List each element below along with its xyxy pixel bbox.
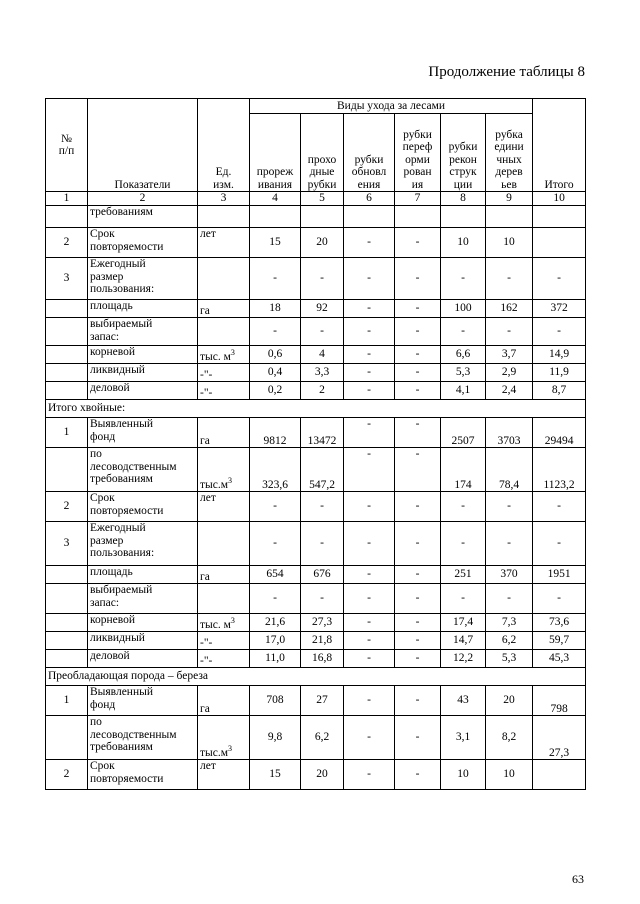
value-cell: - bbox=[344, 318, 395, 346]
table-row bbox=[46, 760, 586, 790]
row-unit: га bbox=[198, 566, 250, 584]
value-cell bbox=[441, 206, 486, 228]
row-unit bbox=[198, 522, 250, 566]
row-unit: га bbox=[198, 300, 250, 318]
value-cell: - bbox=[344, 346, 395, 364]
row-number bbox=[46, 584, 88, 614]
row-number bbox=[46, 650, 88, 668]
total-cell: - bbox=[533, 492, 586, 522]
value-cell: 14,7 bbox=[441, 632, 486, 650]
header-unit: Ед. изм. bbox=[198, 99, 250, 192]
row-label: по лесоводственным требованиям bbox=[88, 448, 198, 492]
row-number bbox=[46, 318, 88, 346]
row-number: 2 bbox=[46, 228, 88, 258]
value-cell: - bbox=[395, 760, 441, 790]
row-unit: га bbox=[198, 686, 250, 716]
row-unit bbox=[198, 258, 250, 300]
value-cell: 16,8 bbox=[301, 650, 344, 668]
value-cell: 20 bbox=[486, 686, 533, 716]
value-cell: 370 bbox=[486, 566, 533, 584]
row-number bbox=[46, 346, 88, 364]
unit-superscript: 3 bbox=[230, 615, 235, 625]
value-cell: 4 bbox=[301, 346, 344, 364]
section-title: Итого хвойные: bbox=[46, 400, 586, 418]
row-number bbox=[46, 206, 88, 228]
row-label: корневой bbox=[88, 346, 198, 364]
value-cell: 0,6 bbox=[250, 346, 301, 364]
continuation-title: Продолжение таблицы 8 bbox=[428, 64, 585, 80]
value-cell: 8,2 bbox=[486, 716, 533, 760]
value-cell: 654 bbox=[250, 566, 301, 584]
header-total: Итого bbox=[533, 99, 586, 192]
value-cell: 2,9 bbox=[486, 364, 533, 382]
value-cell: 10 bbox=[486, 760, 533, 790]
value-cell: - bbox=[344, 584, 395, 614]
header-col-5: рубки рекон струк ции bbox=[441, 114, 486, 192]
col-number-4: 4 bbox=[250, 192, 301, 206]
total-cell: 59,7 bbox=[533, 632, 586, 650]
table-row bbox=[46, 382, 586, 400]
value-cell: - bbox=[486, 258, 533, 300]
row-unit: тыс. $м^3$ bbox=[198, 346, 250, 364]
value-cell: 3,3 bbox=[301, 364, 344, 382]
row-number bbox=[46, 300, 88, 318]
row-unit: -"- bbox=[198, 650, 250, 668]
page-number: 63 bbox=[572, 872, 584, 886]
value-cell: 323,6 bbox=[250, 448, 301, 492]
value-cell: 21,6 bbox=[250, 614, 301, 632]
row-label: Выявленный фонд bbox=[88, 686, 198, 716]
value-cell: 3,7 bbox=[486, 346, 533, 364]
row-unit: лет bbox=[198, 492, 250, 522]
row-label: корневой bbox=[88, 614, 198, 632]
row-label: по лесоводственным требованиям bbox=[88, 716, 198, 760]
value-cell: - bbox=[344, 258, 395, 300]
value-cell: 676 bbox=[301, 566, 344, 584]
value-cell: - bbox=[486, 492, 533, 522]
value-cell: 20 bbox=[301, 228, 344, 258]
table-row bbox=[46, 584, 586, 614]
table-row bbox=[46, 228, 586, 258]
row-label: выбираемый запас: bbox=[88, 318, 198, 346]
total-cell: 1951 bbox=[533, 566, 586, 584]
total-cell: 29494 bbox=[533, 418, 586, 448]
row-unit: -"- bbox=[198, 382, 250, 400]
value-cell bbox=[395, 206, 441, 228]
table-row bbox=[46, 566, 586, 584]
value-cell: - bbox=[344, 614, 395, 632]
table-row bbox=[46, 632, 586, 650]
unit-superscript: 3 bbox=[228, 743, 233, 753]
value-cell: 10 bbox=[441, 228, 486, 258]
row-label: Ежегодный размер пользования: bbox=[88, 258, 198, 300]
value-cell bbox=[250, 206, 301, 228]
value-cell: 10 bbox=[441, 760, 486, 790]
value-cell: 17,4 bbox=[441, 614, 486, 632]
value-cell: - bbox=[344, 650, 395, 668]
header-col-4: рубки переф орми рован ия bbox=[395, 114, 441, 192]
value-cell: - bbox=[250, 318, 301, 346]
value-cell bbox=[486, 206, 533, 228]
value-cell: - bbox=[395, 448, 441, 492]
value-cell: - bbox=[344, 686, 395, 716]
value-cell: - bbox=[441, 492, 486, 522]
value-cell: - bbox=[441, 522, 486, 566]
row-unit: га bbox=[198, 418, 250, 448]
value-cell: - bbox=[395, 346, 441, 364]
total-cell: 27,3 bbox=[533, 716, 586, 760]
value-cell: 5,3 bbox=[486, 650, 533, 668]
col-number-6: 6 bbox=[344, 192, 395, 206]
value-cell: - bbox=[301, 258, 344, 300]
value-cell: - bbox=[395, 632, 441, 650]
unit-superscript: 3 bbox=[228, 475, 233, 485]
row-unit: лет bbox=[198, 760, 250, 790]
header-group: Виды ухода за лесами bbox=[250, 99, 533, 114]
total-cell bbox=[533, 760, 586, 790]
row-unit: лет bbox=[198, 228, 250, 258]
table-row bbox=[46, 364, 586, 382]
unit-superscript: 3 bbox=[230, 347, 235, 357]
value-cell: 0,2 bbox=[250, 382, 301, 400]
row-unit bbox=[198, 206, 250, 228]
value-cell: 2,4 bbox=[486, 382, 533, 400]
value-cell: - bbox=[486, 584, 533, 614]
table-row bbox=[46, 614, 586, 632]
value-cell: - bbox=[301, 318, 344, 346]
col-number-8: 8 bbox=[441, 192, 486, 206]
table-row bbox=[46, 318, 586, 346]
value-cell: - bbox=[395, 686, 441, 716]
row-number: 1 bbox=[46, 686, 88, 716]
table-row bbox=[46, 492, 586, 522]
value-cell: - bbox=[250, 522, 301, 566]
value-cell: 21,8 bbox=[301, 632, 344, 650]
table-row bbox=[46, 522, 586, 566]
value-cell: - bbox=[441, 584, 486, 614]
row-label: ликвидный bbox=[88, 632, 198, 650]
row-number bbox=[46, 632, 88, 650]
row-unit: $тыс.м^3$ bbox=[198, 448, 250, 492]
row-unit: $тыс.м^3$ bbox=[198, 716, 250, 760]
row-label: Ежегодный размер пользования: bbox=[88, 522, 198, 566]
row-label: ликвидный bbox=[88, 364, 198, 382]
total-cell: 798 bbox=[533, 686, 586, 716]
table-row bbox=[46, 300, 586, 318]
header-indicator: Показатели bbox=[88, 99, 198, 192]
row-unit: -"- bbox=[198, 364, 250, 382]
value-cell: 547,2 bbox=[301, 448, 344, 492]
header-no: № п/п bbox=[46, 99, 88, 192]
value-cell: - bbox=[395, 584, 441, 614]
value-cell: 78,4 bbox=[486, 448, 533, 492]
row-label: выбираемый запас: bbox=[88, 584, 198, 614]
value-cell: 92 bbox=[301, 300, 344, 318]
value-cell: 6,2 bbox=[301, 716, 344, 760]
value-cell: - bbox=[250, 492, 301, 522]
row-label: Срок повторяемости bbox=[88, 492, 198, 522]
col-number-3: 3 bbox=[198, 192, 250, 206]
value-cell: - bbox=[441, 318, 486, 346]
value-cell: 11,0 bbox=[250, 650, 301, 668]
value-cell: - bbox=[250, 258, 301, 300]
value-cell: 708 bbox=[250, 686, 301, 716]
table-row bbox=[46, 418, 586, 448]
row-label: площадь bbox=[88, 300, 198, 318]
row-unit: тыс. $м^3$ bbox=[198, 614, 250, 632]
total-cell: 11,9 bbox=[533, 364, 586, 382]
value-cell: 100 bbox=[441, 300, 486, 318]
value-cell: 5,3 bbox=[441, 364, 486, 382]
col-number-5: 5 bbox=[301, 192, 344, 206]
col-number-2: 2 bbox=[88, 192, 198, 206]
col-number-9: 9 bbox=[486, 192, 533, 206]
value-cell: - bbox=[344, 382, 395, 400]
value-cell: - bbox=[395, 522, 441, 566]
value-cell: - bbox=[344, 632, 395, 650]
value-cell: 251 bbox=[441, 566, 486, 584]
value-cell: 27,3 bbox=[301, 614, 344, 632]
row-number: 1 bbox=[46, 418, 88, 448]
row-label: Выявленный фонд bbox=[88, 418, 198, 448]
value-cell: - bbox=[344, 364, 395, 382]
value-cell: - bbox=[344, 418, 395, 448]
total-cell: 73,6 bbox=[533, 614, 586, 632]
row-number bbox=[46, 382, 88, 400]
value-cell: 15 bbox=[250, 228, 301, 258]
numbering-row bbox=[46, 192, 586, 206]
value-cell: 15 bbox=[250, 760, 301, 790]
row-number: 2 bbox=[46, 760, 88, 790]
value-cell: - bbox=[344, 448, 395, 492]
row-number bbox=[46, 716, 88, 760]
value-cell: - bbox=[395, 492, 441, 522]
value-cell: - bbox=[395, 614, 441, 632]
total-cell: - bbox=[533, 258, 586, 300]
row-unit bbox=[198, 584, 250, 614]
header-col-1: прореж ивания bbox=[250, 114, 301, 192]
value-cell: - bbox=[395, 228, 441, 258]
section-row bbox=[46, 668, 586, 686]
row-unit: -"- bbox=[198, 632, 250, 650]
table-row bbox=[46, 258, 586, 300]
value-cell: - bbox=[395, 650, 441, 668]
value-cell: 2 bbox=[301, 382, 344, 400]
table-body bbox=[46, 206, 586, 790]
row-number: 2 bbox=[46, 492, 88, 522]
value-cell: 12,2 bbox=[441, 650, 486, 668]
row-label: Срок повторяемости bbox=[88, 760, 198, 790]
total-cell bbox=[533, 228, 586, 258]
row-label: деловой bbox=[88, 650, 198, 668]
row-number: 3 bbox=[46, 258, 88, 300]
value-cell: - bbox=[301, 522, 344, 566]
value-cell: - bbox=[395, 716, 441, 760]
col-number-1: 1 bbox=[46, 192, 88, 206]
value-cell: - bbox=[250, 584, 301, 614]
table-row bbox=[46, 346, 586, 364]
value-cell: - bbox=[344, 492, 395, 522]
value-cell: - bbox=[395, 418, 441, 448]
row-label: требованиям bbox=[88, 206, 198, 228]
value-cell: - bbox=[344, 760, 395, 790]
total-cell: 45,3 bbox=[533, 650, 586, 668]
row-label: площадь bbox=[88, 566, 198, 584]
value-cell: - bbox=[344, 228, 395, 258]
value-cell: 2507 bbox=[441, 418, 486, 448]
row-number: 3 bbox=[46, 522, 88, 566]
value-cell bbox=[344, 206, 395, 228]
section-row bbox=[46, 400, 586, 418]
total-cell: - bbox=[533, 522, 586, 566]
value-cell: - bbox=[301, 584, 344, 614]
value-cell: 27 bbox=[301, 686, 344, 716]
value-cell: 10 bbox=[486, 228, 533, 258]
row-unit bbox=[198, 318, 250, 346]
table-row bbox=[46, 716, 586, 760]
table-row bbox=[46, 650, 586, 668]
value-cell: - bbox=[486, 522, 533, 566]
section-title: Преобладающая порода – береза bbox=[46, 668, 586, 686]
value-cell: 6,6 bbox=[441, 346, 486, 364]
value-cell: 3703 bbox=[486, 418, 533, 448]
value-cell: - bbox=[344, 716, 395, 760]
value-cell: 43 bbox=[441, 686, 486, 716]
value-cell: - bbox=[395, 364, 441, 382]
total-cell: 8,7 bbox=[533, 382, 586, 400]
value-cell: 3,1 bbox=[441, 716, 486, 760]
total-cell: 14,9 bbox=[533, 346, 586, 364]
total-cell: - bbox=[533, 584, 586, 614]
value-cell: 7,3 bbox=[486, 614, 533, 632]
row-number bbox=[46, 566, 88, 584]
value-cell: 17,0 bbox=[250, 632, 301, 650]
total-cell: - bbox=[533, 318, 586, 346]
total-cell bbox=[533, 206, 586, 228]
value-cell: - bbox=[395, 300, 441, 318]
value-cell: - bbox=[344, 300, 395, 318]
value-cell: 6,2 bbox=[486, 632, 533, 650]
value-cell: 9,8 bbox=[250, 716, 301, 760]
row-number bbox=[46, 614, 88, 632]
row-label: Срок повторяемости bbox=[88, 228, 198, 258]
row-number bbox=[46, 448, 88, 492]
value-cell: 162 bbox=[486, 300, 533, 318]
value-cell: 0,4 bbox=[250, 364, 301, 382]
value-cell: - bbox=[344, 522, 395, 566]
value-cell: 174 bbox=[441, 448, 486, 492]
header-row-1 bbox=[46, 99, 586, 114]
value-cell: - bbox=[395, 258, 441, 300]
value-cell: - bbox=[395, 566, 441, 584]
col-number-7: 7 bbox=[395, 192, 441, 206]
value-cell: - bbox=[395, 318, 441, 346]
header-col-3: рубки обновл ения bbox=[344, 114, 395, 192]
value-cell: 4,1 bbox=[441, 382, 486, 400]
value-cell: 9812 bbox=[250, 418, 301, 448]
value-cell: 20 bbox=[301, 760, 344, 790]
value-cell: - bbox=[486, 318, 533, 346]
total-cell: 372 bbox=[533, 300, 586, 318]
col-number-10: 10 bbox=[533, 192, 586, 206]
table-row bbox=[46, 686, 586, 716]
value-cell bbox=[301, 206, 344, 228]
table-row bbox=[46, 448, 586, 492]
value-cell: 13472 bbox=[301, 418, 344, 448]
value-cell: - bbox=[395, 382, 441, 400]
header-col-2: прохо дные рубки bbox=[301, 114, 344, 192]
row-label: деловой bbox=[88, 382, 198, 400]
forest-care-table bbox=[45, 98, 586, 790]
row-number bbox=[46, 364, 88, 382]
total-cell: 1123,2 bbox=[533, 448, 586, 492]
value-cell: - bbox=[441, 258, 486, 300]
value-cell: - bbox=[301, 492, 344, 522]
value-cell: - bbox=[344, 566, 395, 584]
header-col-6: рубка едини чных дерев ьев bbox=[486, 114, 533, 192]
table-row bbox=[46, 206, 586, 228]
value-cell: 18 bbox=[250, 300, 301, 318]
